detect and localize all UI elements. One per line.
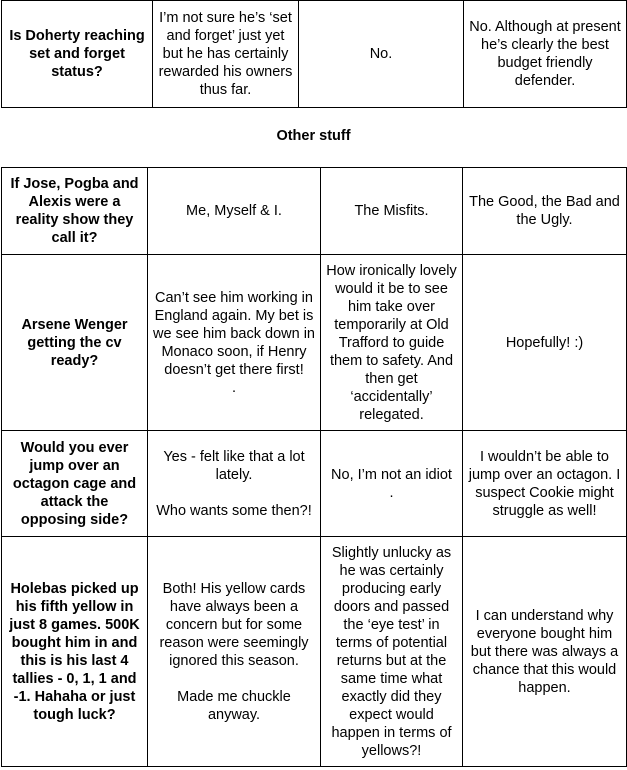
answer-cell: I wouldn’t be able to jump over an octagon. I suspect Cookie might struggle as well! <box>463 431 627 537</box>
answer-cell: I’m not sure he’s ‘set and forget’ just yet but he has certainly rewarded his owners thus far. <box>153 1 299 108</box>
answer-cell: Both! His yellow cards have always been a concern but for some reason were seemingly ignored this season. Made me chuckle anyway. <box>148 537 321 767</box>
answer-cell: How ironically lovely would it be to see him take over temporarily at Old Trafford to guide them to safety. And then get ‘accidentally’ relegated. <box>321 255 463 431</box>
answer-cell: Hopefully! :) <box>463 255 627 431</box>
answer-cell: No, I’m not an idiot . <box>321 431 463 537</box>
answer-cell: The Good, the Bad and the Ugly. <box>463 168 627 255</box>
section-heading: Other stuff <box>276 128 351 144</box>
table-row <box>2 537 627 767</box>
answer-cell: I can understand why everyone bought him but there was always a chance that this would happen. <box>463 537 627 767</box>
question-cell: Arsene Wenger getting the cv ready? <box>2 255 148 431</box>
table-row <box>2 168 627 255</box>
table-row <box>2 255 627 431</box>
doherty-table <box>1 0 627 108</box>
table-row <box>2 431 627 537</box>
answer-cell: Slightly unlucky as he was certainly producing early doors and passed the ‘eye test’ in terms of potential returns but at the same time what exactly did they expect would happen in terms of yellows?! <box>321 537 463 767</box>
question-cell: Would you ever jump over an octagon cage and attack the opposing side? <box>2 431 148 537</box>
answer-cell: Me, Myself & I. <box>148 168 321 255</box>
question-cell: If Jose, Pogba and Alexis were a reality show they call it? <box>2 168 148 255</box>
answer-cell: No. Although at present he’s clearly the best budget friendly defender. <box>464 1 627 108</box>
table-row <box>2 1 627 108</box>
answer-cell: The Misfits. <box>321 168 463 255</box>
question-cell: Is Doherty reaching set and forget status? <box>2 1 153 108</box>
question-cell: Holebas picked up his fifth yellow in just 8 games. 500K bought him in and this is his last 4 tallies - 0, 1, 1 and -1. Hahaha or just tough luck? <box>2 537 148 767</box>
answer-cell: No. <box>299 1 464 108</box>
answer-cell: Yes - felt like that a lot lately. Who wants some then?! <box>148 431 321 537</box>
other-stuff-table <box>1 167 627 767</box>
answer-cell: Can’t see him working in England again. My bet is we see him back down in Monaco soon, if Henry doesn’t get there first! . <box>148 255 321 431</box>
